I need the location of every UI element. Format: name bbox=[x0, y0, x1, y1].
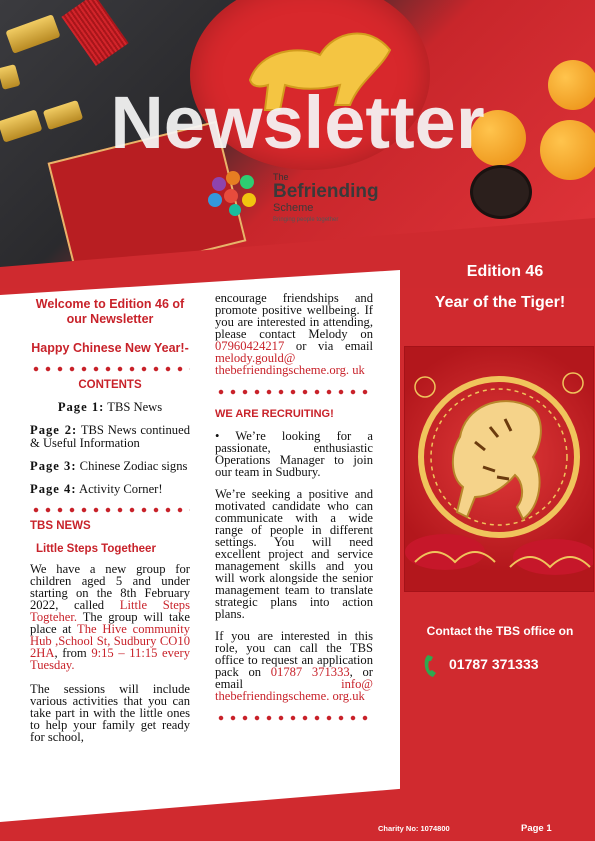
dotted-divider bbox=[215, 388, 373, 396]
middle-column bbox=[215, 292, 373, 722]
logo-the: The bbox=[273, 172, 289, 182]
contents-text: Activity Corner! bbox=[78, 482, 163, 496]
contact-paragraph: encourage friendships and promote positive wellbeing. If you are interested in attending, please contact Melody on 07960424217 or via email melody.gould@ thebefriendingscheme.org. uk bbox=[215, 291, 373, 377]
email-link[interactable]: melody.gould@ thebefriendingscheme.org. uk bbox=[215, 351, 365, 377]
tiger-illustration bbox=[404, 346, 594, 592]
edition-label: Edition 46 bbox=[466, 263, 544, 280]
befriending-scheme-logo bbox=[205, 165, 405, 225]
page-number: Page 1 bbox=[521, 823, 552, 834]
contents-item bbox=[30, 401, 190, 414]
tassel-image bbox=[61, 0, 128, 66]
news-subheading: Little Steps Togetheer bbox=[36, 543, 156, 555]
greeting-heading: Happy Chinese New Year!- bbox=[31, 341, 189, 355]
office-phone-number[interactable]: 01787 371333 bbox=[449, 656, 539, 672]
news-paragraph: The sessions will include various activities that you can take part in with the little ones to help your family get ready for school, bbox=[30, 682, 190, 744]
contents-page: Page 2: bbox=[30, 423, 78, 437]
teacup-image bbox=[470, 165, 532, 219]
contents-item bbox=[30, 424, 190, 450]
recruiting-heading: WE ARE RECRUITING! bbox=[215, 408, 334, 420]
contents-page: Page 3: bbox=[30, 459, 77, 473]
recruiting-paragraph: We’re seeking a positive and motivated candidate who can communicate with a wide range of people in different settings. You will need excellent project and service management skills and you will work alongside the senior management team to translate strategic plans into action plans. bbox=[215, 487, 373, 621]
logo-scheme: Scheme bbox=[273, 202, 314, 214]
contents-text: TBS News continued & Useful Information bbox=[30, 423, 190, 450]
group-name-link[interactable]: Little Steps Togteher. bbox=[30, 598, 190, 624]
phone-link[interactable]: 07960424217 bbox=[215, 339, 285, 353]
contents-heading: CONTENTS bbox=[78, 379, 142, 391]
logo-tagline: Bringing people together bbox=[273, 217, 339, 223]
recruiting-paragraph: If you are interested in this role, you can call the TBS office to request an application pack on 01787 371333, or email info@ thebefriendingscheme. org.uk bbox=[215, 629, 373, 703]
news-paragraph: We have a new group for children aged 5 and under starting on the 8th February 2022, called Little Steps Togteher. The group will take place at The Hive community Hub ,School St, Sudbury CO10 2HA, from 9:15 – 11:15 every Tuesday. bbox=[30, 562, 190, 672]
news-heading: TBS NEWS bbox=[30, 520, 91, 532]
contents-item bbox=[30, 460, 190, 473]
venue-link[interactable]: The Hive community Hub ,School St, Sudbury CO10 2HA bbox=[30, 622, 190, 660]
dotted-divider bbox=[30, 506, 190, 514]
hands-logo-icon bbox=[205, 170, 265, 218]
recruiting-paragraph: • We’re looking for a passionate, enthusiastic Operations Manager to join our team in Sudbury. bbox=[215, 429, 373, 479]
year-label: Year of the Tiger! bbox=[434, 294, 566, 311]
dotted-divider bbox=[30, 365, 190, 373]
welcome-heading: Welcome to Edition 46 of our Newsletter bbox=[35, 297, 185, 326]
contents-page: Page 4: bbox=[30, 482, 77, 496]
logo-name: Befriending bbox=[273, 181, 379, 202]
contents-item bbox=[30, 483, 190, 496]
newsletter-title: Newsletter bbox=[110, 81, 485, 164]
contents-page: Page 1: bbox=[57, 400, 105, 414]
contact-label: Contact the TBS office on bbox=[426, 624, 574, 638]
dotted-divider bbox=[215, 714, 373, 722]
charity-number: Charity No: 1074800 bbox=[378, 824, 450, 833]
office-email-link[interactable]: info@ thebefriendingscheme. org.uk bbox=[215, 677, 373, 703]
office-phone-link[interactable]: 01787 371333 bbox=[270, 665, 350, 679]
gold-ingot-image bbox=[5, 14, 60, 54]
tiger-icon bbox=[405, 347, 593, 591]
contents-text: TBS News bbox=[107, 400, 163, 414]
phone-icon bbox=[424, 654, 438, 678]
left-column bbox=[30, 297, 190, 743]
time-link[interactable]: 9:15 – 11:15 every Tuesday. bbox=[30, 646, 190, 672]
contents-text: Chinese Zodiac signs bbox=[79, 459, 188, 473]
